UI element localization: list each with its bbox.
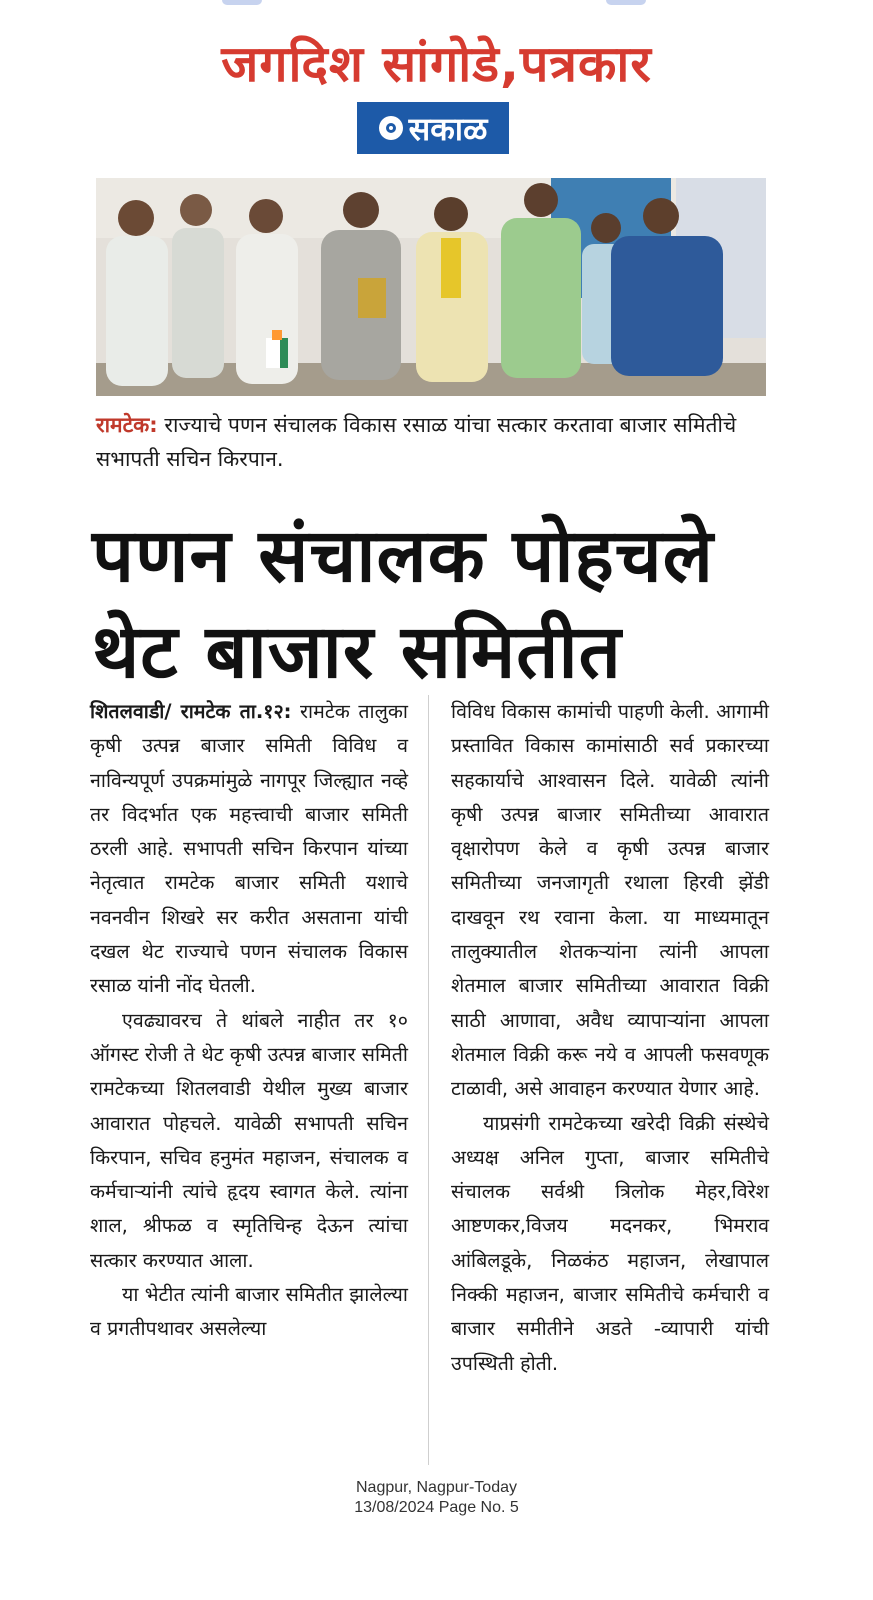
article-paragraph: एवढ्यावरच ते थांबले नाहीत तर १० ऑगस्ट रोजी ते थेट कृषी उत्पन्न बाजार समिती रामटेकच्या शितलवाडी येथील मुख्य बाजार आवारात पोहचले. यावेळी सभापती सचिन किरपान, सचिव हनुमंत महाजन, संचालक व कर्मचाऱ्यांनी त्यांचे हृदय स्वागत केले. त्यांना शाल, श्रीफळ व स्मृतिचिन्ह देऊन त्यांचा सत्कार करण्यात आला. xyxy=(90,1008,408,1272)
article-paragraph: विविध विकास कामांची पाहणी केली. आगामी प्रस्तावित विकास कामांसाठी सर्व प्रकारच्या सहकार्याचे आश्वासन दिले. यावेळी त्यांनी कृषी उत्पन्न बाजार समितीच्या आवारात वृक्षारोपण केले व कृषी उत्पन्न बाजार समितीच्या जनजागृती रथाला हिरवी झेंडी दाखवून रथ रवाना केला. या माध्यमातून तालुक्यातील शेतकऱ्यांना त्यांनी आपला शेतमाल बाजार समितीच्या आवारात विक्री साठी आणावा, अवैध व्यापाऱ्यांना आपला शेतमाल विक्री करू नये व आपली फसवणूक टाळावी, असे आवाहन करण्यात येणार आहे. xyxy=(451,700,769,1101)
decorative-mark xyxy=(606,0,646,5)
decorative-mark xyxy=(222,0,262,5)
reporter-name: जगदिश सांगोडे,पत्रकार xyxy=(221,35,652,93)
column-divider xyxy=(428,695,429,1465)
article-dateline: शितलवाडी/ रामटेक ता.१२: xyxy=(90,700,292,723)
top-edge xyxy=(0,0,873,8)
article-column-left xyxy=(90,695,408,1347)
masthead-logo-icon xyxy=(379,116,403,140)
headline-line-2: थेट बाजार समितीत xyxy=(92,609,622,695)
photo-caption xyxy=(96,408,776,476)
article-paragraph: या भेटीत त्यांनी बाजार समितीत झालेल्या व प्रगतीपथावर असलेल्या xyxy=(90,1283,408,1341)
headline-line-1: पणन संचालक पोहचले xyxy=(92,513,714,599)
article-paragraph xyxy=(90,695,408,1004)
article-paragraph-text: रामटेक तालुका कृषी उत्पन्न बाजार समिती विविध व नाविन्यपूर्ण उपक्रमांमुळे नागपूर जिल्ह्यात नव्हे तर विदर्भात एक महत्त्वाची बाजार समिती ठरली आहे. सभापती सचिन किरपान यांच्या नेतृत्वात रामटेक बाजार समिती यशाचे नवनवीन शिखरे सर करीत असताना यांची दखल थेट राज्याचे पणन संचालक विकास रसाळ यांनी नोंद घेतली. xyxy=(90,700,408,998)
article-headline xyxy=(92,508,792,700)
page-footer xyxy=(0,1478,873,1518)
masthead-title: सकाळ xyxy=(408,109,488,148)
article-paragraph: याप्रसंगी रामटेकच्या खरेदी विक्री संस्थेचे अध्यक्ष अनिल गुप्ता, बाजार समितीचे संचालक सर्वश्री त्रिलोक मेहर,विरेश आष्टणकर,विजय मदनकर, भिमराव आंबिलडूके, निळकंठ महाजन, लेखापाल निक्की महाजन, बाजार समितीचे कर्मचारी व बाजार समीतीने अडते -व्यापारी यांची उपस्थिती होती. xyxy=(451,1111,769,1375)
footer-edition: Nagpur, Nagpur-Today xyxy=(356,1479,517,1496)
caption-place: रामटेक: xyxy=(96,413,158,437)
article-column-right xyxy=(451,695,769,1381)
news-photo xyxy=(96,178,766,396)
newspaper-masthead xyxy=(357,102,509,154)
group-photo-illustration xyxy=(96,178,766,396)
caption-text: राज्याचे पणन संचालक विकास रसाळ यांचा सत्कार करतावा बाजार समितीचे सभापती सचिन किरपान. xyxy=(96,413,737,471)
footer-date-page: 13/08/2024 Page No. 5 xyxy=(354,1499,519,1516)
